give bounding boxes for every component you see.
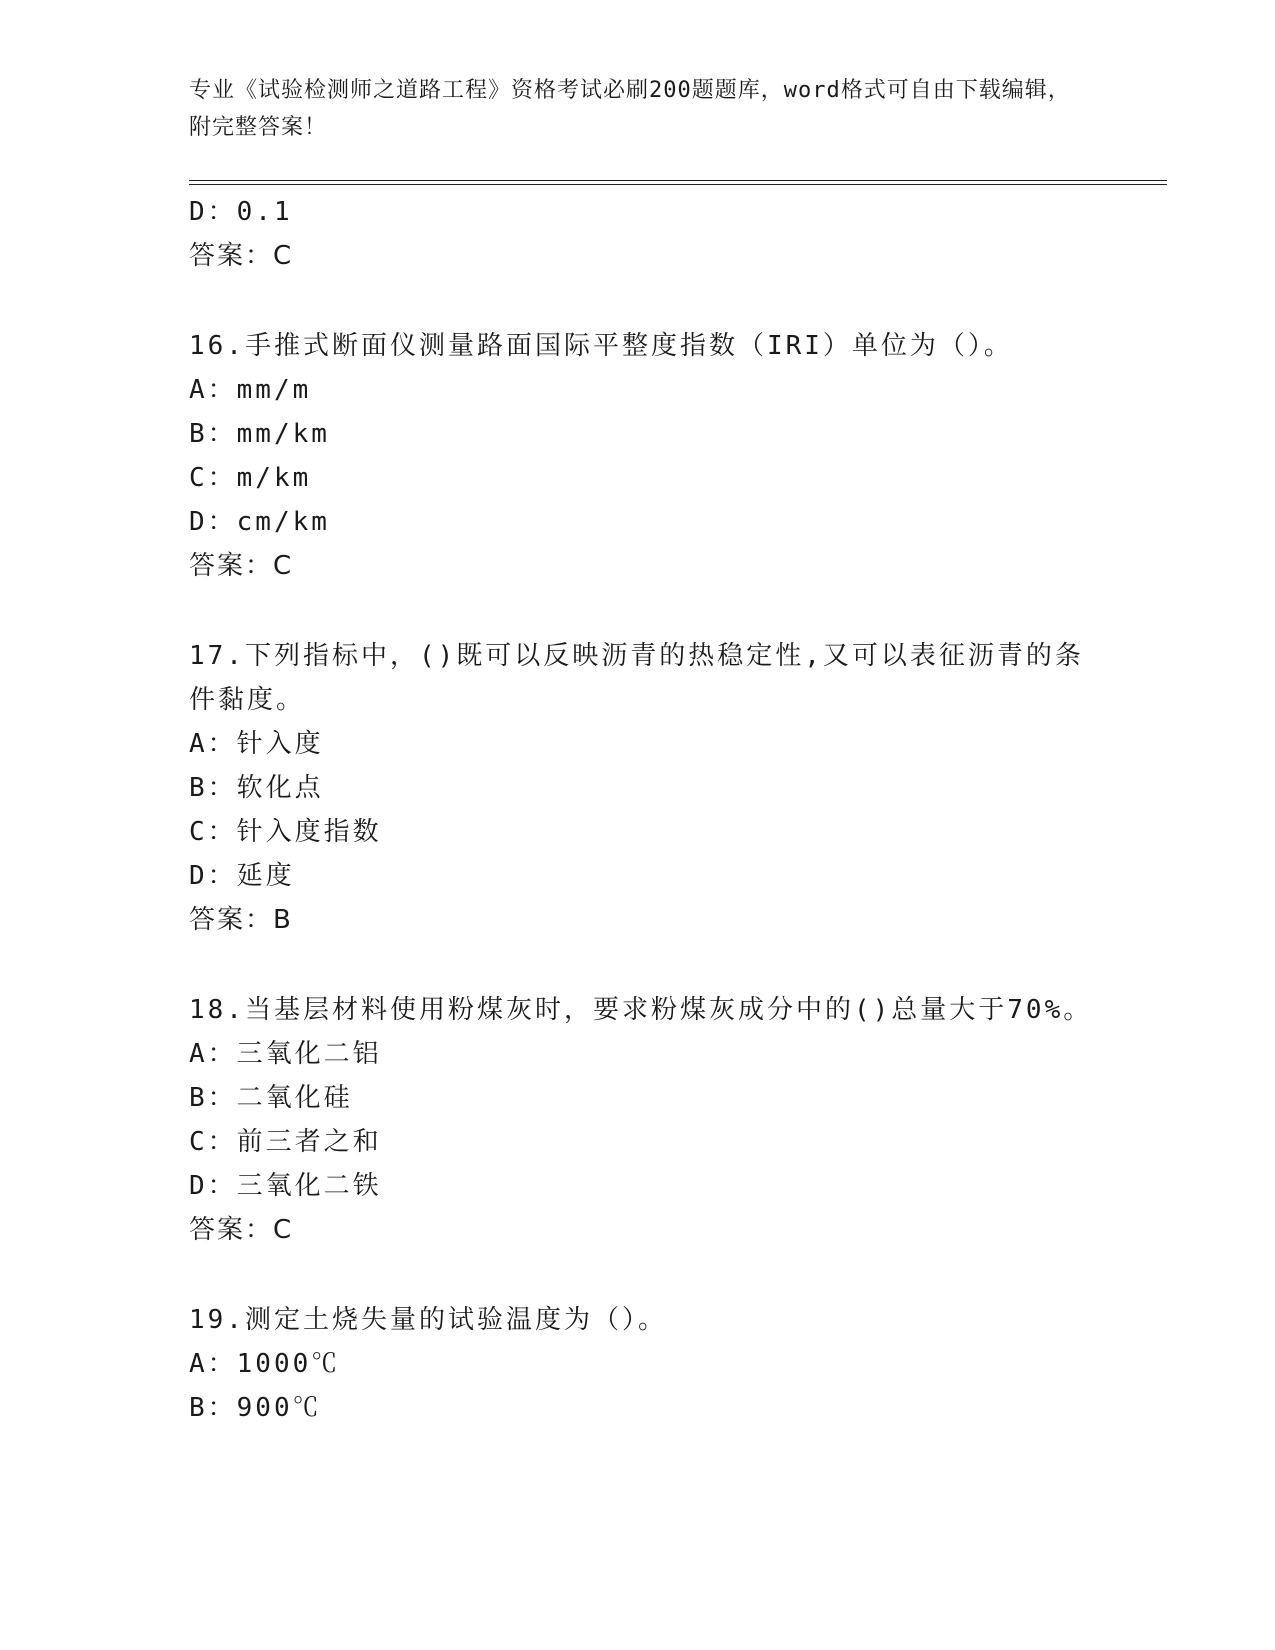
header-divider-top xyxy=(189,180,1167,181)
prev-option-d: D：0.1 xyxy=(189,197,293,227)
q16-answer: 答案：C xyxy=(189,551,294,581)
q18-question: 18.当基层材料使用粉煤灰时，要求粉煤灰成分中的()总量大于70%。 xyxy=(189,995,1093,1025)
q16-question: 16.手推式断面仪测量路面国际平整度指数（IRI）单位为（）。 xyxy=(189,331,1013,361)
q17-answer: 答案：B xyxy=(189,905,293,935)
q18-option-d: D：三氧化二铁 xyxy=(189,1171,382,1201)
q17-option-b: B：软化点 xyxy=(189,773,324,803)
q18-option-a: A：三氧化二铝 xyxy=(189,1039,382,1069)
q19-option-b: B：900℃ xyxy=(189,1393,322,1423)
header-divider-bottom xyxy=(189,184,1167,185)
q17-option-a: A：针入度 xyxy=(189,729,324,759)
document-header: 专业《试验检测师之道路工程》资格考试必刷200题题库，word格式可自由下载编辑，附完整答案！ xyxy=(189,78,1071,140)
q17-option-c: C：针入度指数 xyxy=(189,817,382,847)
q17-option-d: D：延度 xyxy=(189,861,295,891)
q18-option-b: B：二氧化硅 xyxy=(189,1083,353,1113)
q16-option-d: D：cm/km xyxy=(189,507,330,537)
q17-question-line2: 件黏度。 xyxy=(189,685,306,715)
q19-question: 19.测定土烧失量的试验温度为（）。 xyxy=(189,1305,667,1335)
q18-option-c: C：前三者之和 xyxy=(189,1127,382,1157)
q16-option-b: B：mm/km xyxy=(189,419,330,449)
q16-option-c: C：m/km xyxy=(189,463,312,493)
q17-question-line1: 17.下列指标中，()既可以反映沥青的热稳定性,又可以表征沥青的条 xyxy=(189,641,1084,671)
q16-option-a: A：mm/m xyxy=(189,375,312,405)
q18-answer: 答案：C xyxy=(189,1215,294,1245)
prev-answer: 答案：C xyxy=(189,241,294,271)
q19-option-a: A：1000℃ xyxy=(189,1349,341,1379)
